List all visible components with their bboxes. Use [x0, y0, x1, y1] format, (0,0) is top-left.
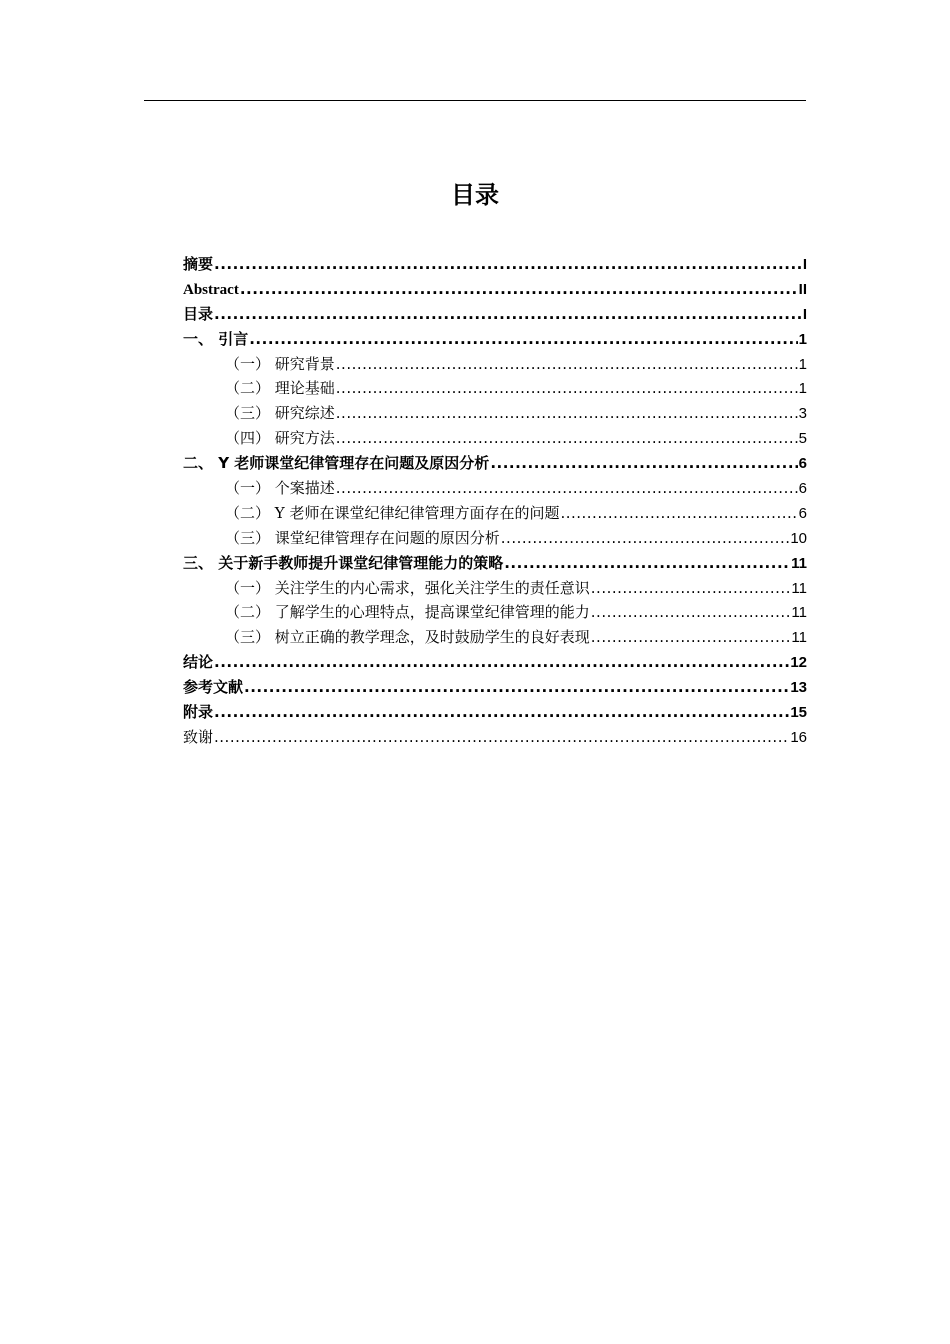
- toc-entry-label: 二、 Y 老师课堂纪律管理存在问题及原因分析: [183, 454, 490, 473]
- toc-entry-page: 10: [790, 529, 807, 547]
- toc-entry-page: 1: [798, 330, 807, 348]
- dot-leader: [501, 526, 790, 551]
- toc-entry-section-1-3[interactable]: [183, 401, 807, 426]
- toc-entry-label: （一） 研究背景: [225, 354, 335, 373]
- dot-leader: [490, 451, 797, 476]
- toc-entry-label: （二） 了解学生的心理特点，提高课堂纪律管理的能力: [225, 603, 590, 622]
- toc-entry-section-1-2[interactable]: [183, 376, 807, 401]
- toc-entry-page: 3: [798, 405, 807, 423]
- toc-entry-page: 5: [798, 430, 807, 448]
- table-of-contents: [183, 252, 807, 750]
- toc-entry-page: 13: [790, 679, 807, 697]
- dot-leader: [336, 401, 798, 426]
- toc-entry-label: 致谢: [183, 727, 214, 746]
- toc-entry-label: 附录: [183, 703, 214, 722]
- toc-entry-label: （三） 树立正确的教学理念，及时鼓励学生的良好表现: [225, 628, 590, 647]
- toc-entry-page: 11: [791, 604, 807, 622]
- dot-leader: [214, 650, 789, 675]
- dot-leader: [214, 302, 802, 327]
- toc-entry-page: 15: [790, 704, 807, 722]
- dot-leader: [249, 327, 797, 352]
- toc-entry-page: 1: [798, 380, 807, 398]
- dot-leader: [336, 476, 798, 501]
- dot-leader: [591, 625, 791, 650]
- toc-entry-page: 1: [798, 355, 807, 373]
- toc-entry-label: （一） 个案描述: [225, 479, 335, 498]
- page-title: 目录: [451, 181, 499, 209]
- toc-entry-page: 6: [798, 455, 807, 473]
- toc-entry-section-3-3[interactable]: [183, 625, 807, 650]
- toc-entry-label: 结论: [183, 653, 214, 672]
- toc-entry-page: 6: [798, 504, 807, 522]
- toc-entry-section-3-1[interactable]: [183, 576, 807, 601]
- toc-entry-acknowledgements[interactable]: [183, 725, 807, 750]
- toc-entry-contents[interactable]: [183, 302, 807, 327]
- toc-entry-label: （二） Y 老师在课堂纪律纪律管理方面存在的问题: [225, 503, 560, 522]
- toc-entry-page: 11: [791, 629, 807, 647]
- toc-entry-page: 11: [791, 554, 807, 572]
- toc-entry-label: 一、 引言: [183, 329, 249, 348]
- toc-entry-page: II: [798, 280, 807, 298]
- dot-leader: [240, 277, 798, 302]
- toc-entry-abstract-en[interactable]: [183, 277, 807, 302]
- toc-entry-label: 三、 关于新手教师提升课堂纪律管理能力的策略: [183, 553, 504, 572]
- toc-entry-page: 12: [790, 654, 807, 672]
- toc-entry-section-2-1[interactable]: [183, 476, 807, 501]
- toc-entry-label: Abstract: [183, 281, 239, 298]
- toc-entry-label: （一） 关注学生的内心需求，强化关注学生的责任意识: [225, 578, 590, 597]
- toc-entry-label: （三） 研究综述: [225, 404, 335, 423]
- toc-entry-section-1-4[interactable]: [183, 426, 807, 451]
- toc-entry-references[interactable]: [183, 675, 807, 700]
- toc-entry-label: 参考文献: [183, 678, 244, 697]
- dot-leader: [336, 376, 798, 401]
- toc-entry-section-2-3[interactable]: [183, 526, 807, 551]
- dot-leader: [336, 352, 798, 377]
- toc-entry-page: I: [802, 256, 807, 273]
- dot-leader: [214, 252, 802, 277]
- toc-entry-chapter-1[interactable]: [183, 327, 807, 352]
- dot-leader: [591, 600, 791, 625]
- toc-entry-label: 目录: [183, 304, 214, 323]
- dot-leader: [244, 675, 789, 700]
- dot-leader: [560, 501, 797, 526]
- toc-entry-label: （四） 研究方法: [225, 429, 335, 448]
- dot-leader: [504, 551, 790, 576]
- toc-entry-section-2-2[interactable]: [183, 501, 807, 526]
- toc-entry-label: 摘要: [183, 255, 214, 273]
- dot-leader: [214, 700, 789, 725]
- toc-entry-label: （三） 课堂纪律管理存在问题的原因分析: [225, 528, 500, 547]
- toc-entry-abstract-cn[interactable]: [183, 252, 807, 277]
- toc-entry-page: 11: [791, 579, 807, 597]
- toc-entry-label: （二） 理论基础: [225, 379, 335, 398]
- toc-entry-conclusion[interactable]: [183, 650, 807, 675]
- toc-entry-section-1-1[interactable]: [183, 352, 807, 377]
- toc-entry-chapter-3[interactable]: [183, 551, 807, 576]
- toc-entry-page: I: [802, 305, 807, 323]
- toc-entry-section-3-2[interactable]: [183, 600, 807, 625]
- toc-entry-appendix[interactable]: [183, 700, 807, 725]
- dot-leader: [336, 426, 798, 451]
- toc-entry-chapter-2[interactable]: [183, 451, 807, 476]
- header-rule: [144, 100, 806, 101]
- toc-entry-page: 6: [798, 480, 807, 498]
- toc-entry-page: 16: [790, 728, 807, 746]
- dot-leader: [591, 576, 791, 601]
- dot-leader: [214, 725, 789, 750]
